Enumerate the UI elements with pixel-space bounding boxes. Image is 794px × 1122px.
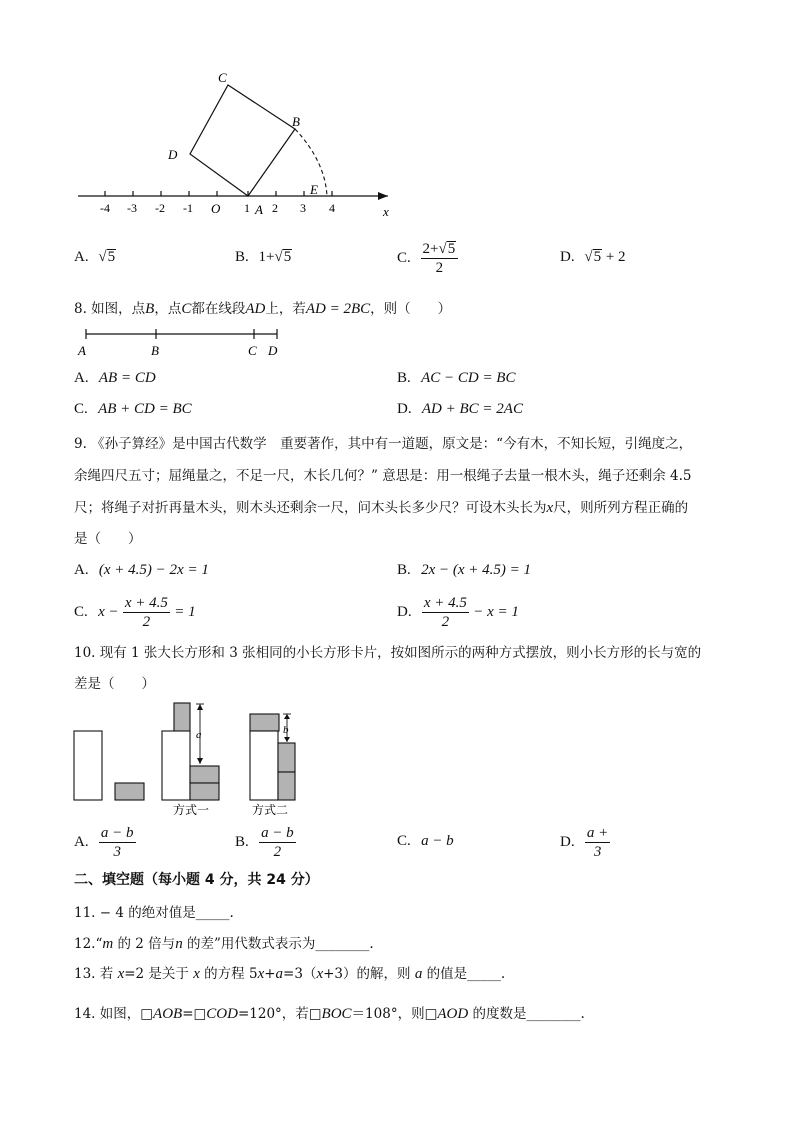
square-abcd bbox=[190, 85, 295, 196]
origin-label: O bbox=[211, 201, 221, 216]
point-c-label: C bbox=[248, 343, 257, 358]
caption-method-2: 方式二 bbox=[252, 803, 289, 817]
q9-option-a: A. (x + 4.5) − 2x = 1 bbox=[74, 562, 209, 578]
point-b-label: B bbox=[292, 114, 300, 129]
tick-label: -3 bbox=[127, 201, 137, 215]
point-d-label: D bbox=[168, 147, 178, 162]
caption-method-1: 方式一 bbox=[173, 803, 210, 817]
q11: 11. − 4 的绝对值是_____. bbox=[74, 905, 234, 921]
q7-option-a: A. √5 bbox=[74, 249, 116, 265]
axis-label: x bbox=[383, 204, 389, 219]
m2-small-horizontal bbox=[250, 714, 279, 731]
q8-option-c: C. AB + CD = BC bbox=[74, 401, 192, 417]
q8-stem: 8. 如图，点B，点C都在线段AD上，若AD = 2BC，则（ ） bbox=[74, 301, 452, 317]
q8-segment-figure bbox=[74, 326, 294, 358]
q8-option-b: B. AC − CD = BC bbox=[397, 370, 516, 386]
tick-label: -1 bbox=[183, 201, 193, 215]
small-rectangle bbox=[115, 783, 144, 800]
q9-line-4: 是（ ） bbox=[74, 531, 142, 547]
tick-label: -2 bbox=[155, 201, 165, 215]
q9-line-2: 余绳四尺五寸；屈绳量之，不足一尺，木长几何？” 意思是：用一根绳子去量一根木头，绳子还剩余 4.5 bbox=[74, 468, 692, 484]
q9-option-c: C. x − $\frac{x + 4.5}{2}$ = 1 bbox=[74, 595, 196, 630]
q7-figure bbox=[70, 66, 410, 226]
q7-option-c: C. $\frac{2+√5}{2}$ bbox=[397, 240, 458, 277]
q8-option-a: A. AB = CD bbox=[74, 370, 156, 386]
section-2-title: 二、填空题（每小题 4 分，共 24 分） bbox=[74, 872, 319, 888]
big-rectangle bbox=[74, 731, 102, 800]
m2-small-bottom bbox=[278, 772, 295, 800]
point-a-label: A bbox=[78, 343, 86, 358]
q7-option-d: D. √5 + 2 bbox=[560, 249, 626, 265]
q10-option-c: C. a − b bbox=[397, 833, 454, 849]
m1-small-vertical bbox=[174, 703, 190, 732]
q9-line-3: 尺；将绳子对折再量木头，则木头还剩余一尺，问木头长多少尺？可设木头长为x尺，则所列方程正确的 bbox=[74, 500, 689, 516]
point-c-label: C bbox=[218, 70, 227, 85]
q8-option-d: D. AD + BC = 2AC bbox=[397, 401, 523, 417]
q13: 13. 若 x=2 是关于 x 的方程 5x+a=3（x+3）的解，则 a 的值是_____. bbox=[74, 966, 506, 982]
point-d-label: D bbox=[268, 343, 278, 358]
q10-line-1: 10. 现有 1 张大长方形和 3 张相同的小长方形卡片，按如图所示的两种方式摆放，则小长方形的长与宽的 bbox=[74, 645, 702, 661]
q12: 12.“m 的 2 倍与n 的差”用代数式表示为________. bbox=[74, 936, 374, 952]
tick-label: 3 bbox=[300, 201, 306, 215]
q14: 14. 如图，□AOB=□COD=120°，若□BOC＝108°，则□AOD 的度数是________. bbox=[74, 1006, 585, 1022]
point-a-label: A bbox=[255, 202, 263, 217]
tick-label: -4 bbox=[100, 201, 110, 215]
q10-option-a: A. $\frac{a - b}{3}$ bbox=[74, 825, 134, 860]
label-b: b bbox=[283, 724, 289, 736]
m2-small-top bbox=[278, 743, 295, 772]
point-b-label: B bbox=[151, 343, 159, 358]
tick-label: 2 bbox=[272, 201, 278, 215]
q10-figure bbox=[70, 700, 330, 818]
tick-label: 4 bbox=[329, 201, 335, 215]
q10-option-d: D. $\frac{a +}{3}$ bbox=[560, 825, 609, 860]
m2-big-rectangle bbox=[250, 731, 278, 800]
m1-small-bottom bbox=[190, 783, 219, 800]
q9-line-1: 9. 《孙子算经》是中国古代数学 重要著作，其中有一道题，原文是：“今有木，不知长短，引绳度之， bbox=[74, 436, 693, 452]
axis-arrow-icon bbox=[378, 192, 388, 200]
q9-option-b: B. 2x − (x + 4.5) = 1 bbox=[397, 562, 531, 578]
q9-option-d: D. $\frac{x + 4.5}{2}$ − x = 1 bbox=[397, 595, 519, 630]
label-a: a bbox=[196, 729, 202, 741]
tick-label: 1 bbox=[244, 201, 250, 215]
q7-option-b: B. 1+√5 bbox=[235, 249, 292, 265]
m1-big-rectangle bbox=[162, 731, 190, 800]
q10-option-b: B. $\frac{a - b}{2}$ bbox=[235, 825, 294, 860]
point-e-label: E bbox=[310, 182, 318, 197]
q10-line-2: 差是（ ） bbox=[74, 676, 155, 692]
m1-small-top bbox=[190, 766, 219, 783]
